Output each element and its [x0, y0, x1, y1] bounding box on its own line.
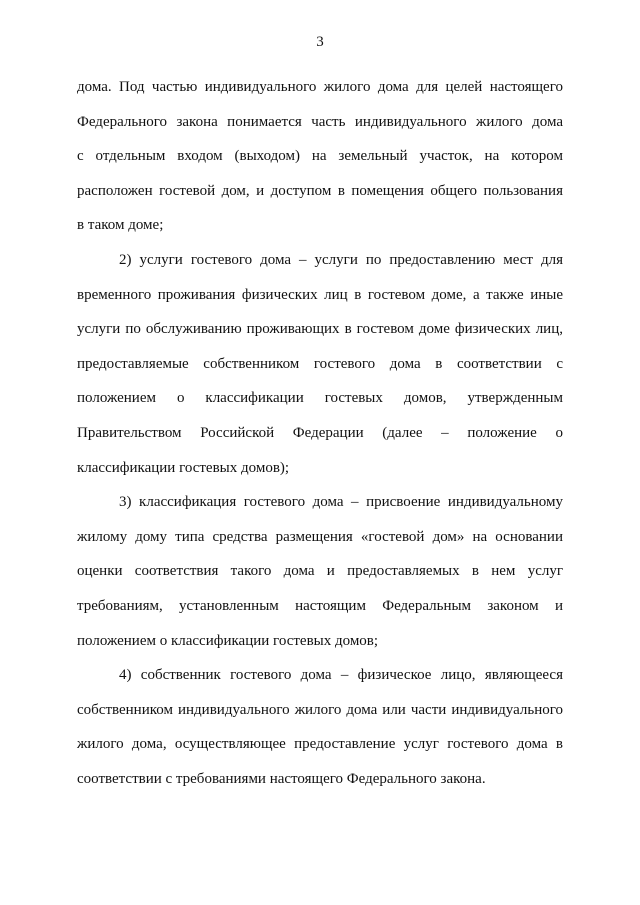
- text-line: собственником индивидуального жилого дома или части индивидуального: [77, 701, 563, 718]
- text-line: оценки соответствия такого дома и предоставляемых в нем услуг: [77, 563, 563, 580]
- text-line: дома. Под частью индивидуального жилого дома для целей настоящего: [77, 79, 563, 95]
- text-line: в таком доме;: [77, 217, 164, 234]
- text-line: Правительством Российской Федерации (далее – положение о: [77, 424, 563, 441]
- text-line: требованиям, установленным настоящим Федеральным законом и: [77, 597, 563, 614]
- text-line: Федерального закона понимается часть индивидуального жилого дома: [77, 113, 563, 130]
- text-line: 2) услуги гостевого дома – услуги по предоставлению мест для: [119, 251, 563, 268]
- text-line: 4) собственник гостевого дома – физическое лицо, являющееся: [119, 667, 563, 684]
- paragraph-item-2: [77, 243, 563, 485]
- text-line: жилого дома, осуществляющее предоставление услуг гостевого дома в: [77, 736, 563, 753]
- text-line: положением о классификации гостевых домов;: [77, 632, 379, 649]
- text-line: положением о классификации гостевых домов, утвержденным: [77, 390, 563, 407]
- text-line: с отдельным входом (выходом) на земельный участок, на котором: [77, 148, 563, 165]
- text-line: расположен гостевой дом, и доступом в помещения общего пользования: [77, 182, 563, 199]
- paragraph-item-4: [77, 658, 563, 796]
- text-line: классификации гостевых домов);: [77, 459, 290, 476]
- document-body: [77, 70, 563, 796]
- text-line: услуги по обслуживанию проживающих в гостевом доме физических лиц,: [77, 321, 563, 338]
- paragraph-item-3: [77, 485, 563, 658]
- page-number: 3: [316, 34, 324, 50]
- paragraph-continuation: [77, 70, 563, 243]
- text-line: соответствии с требованиями настоящего Федерального закона.: [77, 770, 486, 787]
- text-line: 3) классификация гостевого дома – присвоение индивидуальному: [119, 494, 563, 511]
- text-line: временного проживания физических лиц в гостевом доме, а также иные: [77, 286, 563, 303]
- text-line: предоставляемые собственником гостевого дома в соответствии с: [77, 355, 563, 372]
- text-line: жилому дому типа средства размещения «гостевой дом» на основании: [77, 528, 563, 545]
